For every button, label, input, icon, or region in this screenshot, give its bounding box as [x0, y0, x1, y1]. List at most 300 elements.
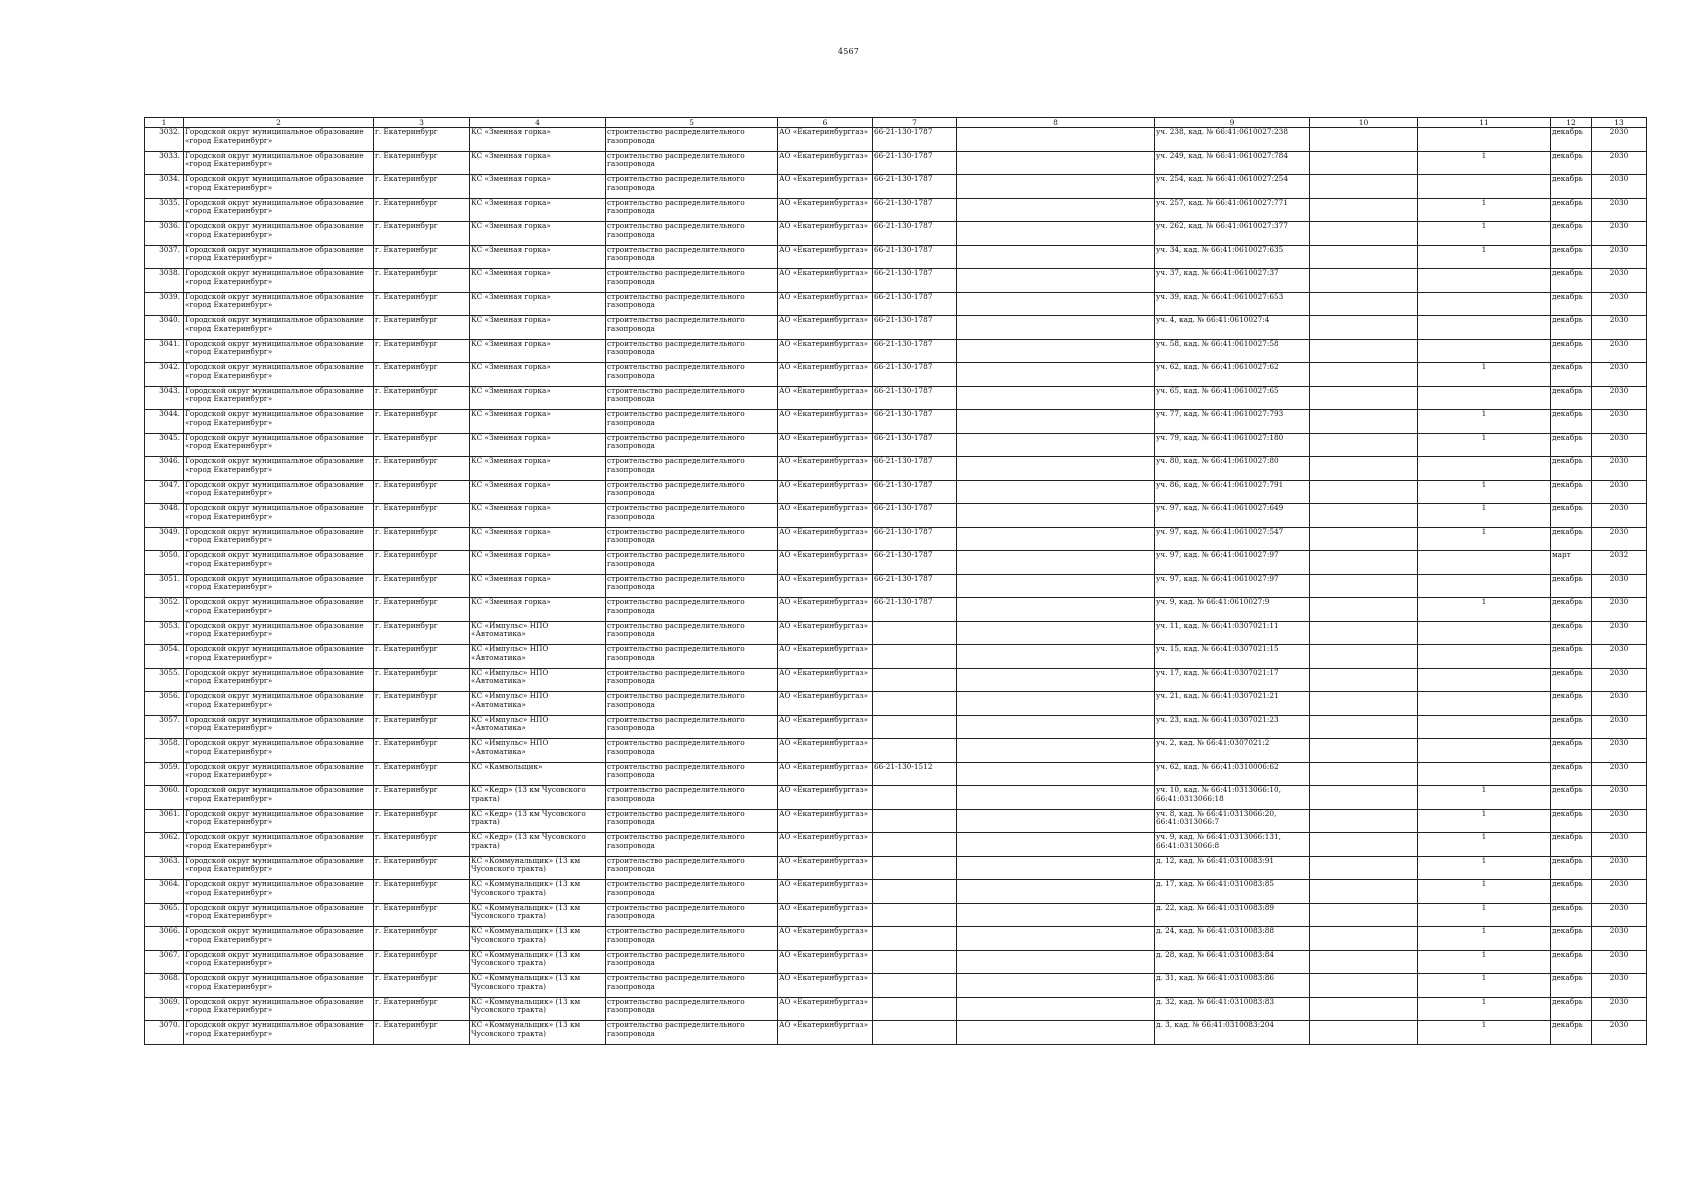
table-cell-col1: 3037. — [145, 245, 184, 269]
table-cell-col2: Городской округ муниципальное образование «город Екатеринбург» — [184, 316, 374, 340]
table-cell-col1: 3042. — [145, 363, 184, 387]
table-cell-col6: АО «Екатеринбурггаз» — [778, 856, 873, 880]
table-cell-col13: 2030 — [1592, 786, 1647, 810]
table-cell-col9: уч. 254, кад. № 66:41:0610027:254 — [1155, 175, 1310, 199]
table-cell-col6: АО «Екатеринбурггаз» — [778, 880, 873, 904]
table-cell-col10 — [1310, 927, 1418, 951]
table-cell-col1: 3065. — [145, 903, 184, 927]
table-cell-col4: КС «Коммунальщик» (13 км Чусовского тракта) — [470, 997, 606, 1021]
table-row — [145, 245, 1647, 269]
table-row — [145, 128, 1647, 152]
table-cell-col7: 66-21-130-1787 — [873, 457, 957, 481]
table-cell-col13: 2030 — [1592, 997, 1647, 1021]
table-cell-col6: АО «Екатеринбурггаз» — [778, 739, 873, 763]
table-cell-col4: КС «Змеиная горка» — [470, 457, 606, 481]
table-cell-col3: г. Екатеринбург — [374, 974, 470, 998]
table-cell-col3: г. Екатеринбург — [374, 856, 470, 880]
table-cell-col3: г. Екатеринбург — [374, 222, 470, 246]
table-cell-col2: Городской округ муниципальное образование «город Екатеринбург» — [184, 457, 374, 481]
table-cell-col4: КС «Коммунальщик» (13 км Чусовского тракта) — [470, 950, 606, 974]
table-cell-col10 — [1310, 668, 1418, 692]
table-cell-col13: 2030 — [1592, 480, 1647, 504]
table-cell-col3: г. Екатеринбург — [374, 950, 470, 974]
table-cell-col5: строительство распределительного газопровода — [606, 292, 778, 316]
table-cell-col11: 1 — [1418, 856, 1551, 880]
table-cell-col11: 1 — [1418, 363, 1551, 387]
table-cell-col8 — [957, 692, 1155, 716]
table-cell-col12: декабрь — [1551, 269, 1592, 293]
table-cell-col3: г. Екатеринбург — [374, 621, 470, 645]
table-cell-col6: АО «Екатеринбурггаз» — [778, 245, 873, 269]
table-cell-col3: г. Екатеринбург — [374, 339, 470, 363]
table-cell-col7: 66-21-130-1787 — [873, 504, 957, 528]
table-cell-col4: КС «Коммунальщик» (13 км Чусовского тракта) — [470, 903, 606, 927]
table-cell-col7 — [873, 809, 957, 833]
table-cell-col7 — [873, 880, 957, 904]
table-cell-col5: строительство распределительного газопровода — [606, 128, 778, 152]
table-cell-col12: декабрь — [1551, 645, 1592, 669]
table-cell-col6: АО «Екатеринбурггаз» — [778, 1021, 873, 1045]
table-cell-col8 — [957, 504, 1155, 528]
table-cell-col4: КС «Змеиная горка» — [470, 222, 606, 246]
table-cell-col9: уч. 65, кад. № 66:41:0610027:65 — [1155, 386, 1310, 410]
table-cell-col4: КС «Змеиная горка» — [470, 292, 606, 316]
table-cell-col5: строительство распределительного газопровода — [606, 950, 778, 974]
table-cell-col9: уч. 97, кад. № 66:41:0610027:97 — [1155, 551, 1310, 575]
table-cell-col5: строительство распределительного газопровода — [606, 574, 778, 598]
table-cell-col11 — [1418, 316, 1551, 340]
table-cell-col1: 3046. — [145, 457, 184, 481]
table-cell-col10 — [1310, 997, 1418, 1021]
table-cell-col8 — [957, 198, 1155, 222]
table-cell-col13: 2030 — [1592, 269, 1647, 293]
table-cell-col8 — [957, 598, 1155, 622]
table-cell-col13: 2030 — [1592, 222, 1647, 246]
table-cell-col12: декабрь — [1551, 457, 1592, 481]
table-cell-col2: Городской округ муниципальное образование «город Екатеринбург» — [184, 410, 374, 434]
table-cell-col7: 66-21-130-1787 — [873, 198, 957, 222]
table-cell-col7: 66-21-130-1787 — [873, 128, 957, 152]
table-cell-col4: КС «Змеиная горка» — [470, 363, 606, 387]
table-cell-col2: Городской округ муниципальное образование «город Екатеринбург» — [184, 997, 374, 1021]
table-cell-col10 — [1310, 504, 1418, 528]
table-cell-col7: 66-21-130-1787 — [873, 551, 957, 575]
table-cell-col4: КС «Змеиная горка» — [470, 551, 606, 575]
data-table — [144, 117, 1647, 1045]
table-cell-col7 — [873, 739, 957, 763]
table-cell-col13: 2030 — [1592, 833, 1647, 857]
table-cell-col8 — [957, 269, 1155, 293]
table-cell-col2: Городской округ муниципальное образование «город Екатеринбург» — [184, 198, 374, 222]
table-row — [145, 715, 1647, 739]
table-cell-col7: 66-21-130-1787 — [873, 410, 957, 434]
table-cell-col1: 3047. — [145, 480, 184, 504]
table-cell-col13: 2030 — [1592, 856, 1647, 880]
table-cell-col5: строительство распределительного газопровода — [606, 245, 778, 269]
table-cell-col12: декабрь — [1551, 598, 1592, 622]
table-cell-col11: 1 — [1418, 809, 1551, 833]
table-cell-col4: КС «Змеиная горка» — [470, 598, 606, 622]
table-cell-col11: 1 — [1418, 222, 1551, 246]
table-cell-col1: 3062. — [145, 833, 184, 857]
table-cell-col1: 3044. — [145, 410, 184, 434]
table-cell-col6: АО «Екатеринбурггаз» — [778, 621, 873, 645]
table-cell-col4: КС «Камвольщик» — [470, 762, 606, 786]
table-cell-col7: 66-21-130-1787 — [873, 598, 957, 622]
table-cell-col12: декабрь — [1551, 880, 1592, 904]
table-cell-col8 — [957, 386, 1155, 410]
table-cell-col1: 3058. — [145, 739, 184, 763]
table-cell-col13: 2030 — [1592, 128, 1647, 152]
table-cell-col11 — [1418, 292, 1551, 316]
table-cell-col5: строительство распределительного газопровода — [606, 739, 778, 763]
table-cell-col6: АО «Екатеринбурггаз» — [778, 574, 873, 598]
table-row — [145, 363, 1647, 387]
table-cell-col2: Городской округ муниципальное образование «город Екатеринбург» — [184, 645, 374, 669]
table-cell-col2: Городской округ муниципальное образование «город Екатеринбург» — [184, 598, 374, 622]
table-row — [145, 551, 1647, 575]
table-cell-col3: г. Екатеринбург — [374, 527, 470, 551]
table-cell-col2: Городской округ муниципальное образование «город Екатеринбург» — [184, 950, 374, 974]
table-cell-col10 — [1310, 480, 1418, 504]
table-cell-col7 — [873, 833, 957, 857]
table-cell-col3: г. Екатеринбург — [374, 245, 470, 269]
table-cell-col7: 66-21-130-1787 — [873, 480, 957, 504]
table-cell-col7: 66-21-130-1787 — [873, 222, 957, 246]
column-header-4: 4 — [470, 118, 606, 128]
table-cell-col5: строительство распределительного газопровода — [606, 198, 778, 222]
table-cell-col9: уч. 238, кад. № 66:41:0610027:238 — [1155, 128, 1310, 152]
table-cell-col7 — [873, 621, 957, 645]
table-cell-col5: строительство распределительного газопровода — [606, 880, 778, 904]
table-cell-col13: 2032 — [1592, 551, 1647, 575]
table-cell-col12: декабрь — [1551, 292, 1592, 316]
table-row — [145, 175, 1647, 199]
table-cell-col8 — [957, 645, 1155, 669]
table-cell-col1: 3038. — [145, 269, 184, 293]
table-cell-col1: 3063. — [145, 856, 184, 880]
table-cell-col8 — [957, 974, 1155, 998]
table-cell-col7: 66-21-130-1787 — [873, 151, 957, 175]
table-cell-col9: уч. 37, кад. № 66:41:0610027:37 — [1155, 269, 1310, 293]
table-cell-col10 — [1310, 175, 1418, 199]
table-cell-col6: АО «Екатеринбурггаз» — [778, 645, 873, 669]
table-row — [145, 786, 1647, 810]
table-cell-col6: АО «Екатеринбурггаз» — [778, 598, 873, 622]
table-cell-col8 — [957, 339, 1155, 363]
table-cell-col3: г. Екатеринбург — [374, 128, 470, 152]
table-cell-col10 — [1310, 151, 1418, 175]
table-cell-col8 — [957, 480, 1155, 504]
table-cell-col3: г. Екатеринбург — [374, 386, 470, 410]
table-cell-col10 — [1310, 598, 1418, 622]
table-cell-col11 — [1418, 692, 1551, 716]
table-cell-col4: КС «Импульс» НПО «Автоматика» — [470, 668, 606, 692]
column-header-13: 13 — [1592, 118, 1647, 128]
table-cell-col11 — [1418, 457, 1551, 481]
table-cell-col9: уч. 21, кад. № 66:41:0307021:21 — [1155, 692, 1310, 716]
table-cell-col9: уч. 62, кад. № 66:41:0610027:62 — [1155, 363, 1310, 387]
table-cell-col3: г. Екатеринбург — [374, 551, 470, 575]
table-cell-col13: 2030 — [1592, 950, 1647, 974]
table-cell-col8 — [957, 316, 1155, 340]
table-cell-col7 — [873, 715, 957, 739]
table-cell-col7: 66-21-130-1787 — [873, 269, 957, 293]
table-cell-col10 — [1310, 1021, 1418, 1045]
table-cell-col13: 2030 — [1592, 809, 1647, 833]
table-cell-col12: декабрь — [1551, 433, 1592, 457]
table-cell-col12: декабрь — [1551, 809, 1592, 833]
table-cell-col7: 66-21-130-1787 — [873, 527, 957, 551]
table-cell-col11 — [1418, 668, 1551, 692]
table-cell-col12: декабрь — [1551, 222, 1592, 246]
table-cell-col8 — [957, 222, 1155, 246]
table-cell-col8 — [957, 856, 1155, 880]
table-row — [145, 198, 1647, 222]
table-cell-col6: АО «Екатеринбурггаз» — [778, 175, 873, 199]
table-cell-col2: Городской округ муниципальное образование «город Екатеринбург» — [184, 527, 374, 551]
table-cell-col13: 2030 — [1592, 668, 1647, 692]
table-cell-col5: строительство распределительного газопровода — [606, 339, 778, 363]
table-row — [145, 504, 1647, 528]
table-cell-col10 — [1310, 786, 1418, 810]
table-cell-col1: 3054. — [145, 645, 184, 669]
table-row — [145, 833, 1647, 857]
table-cell-col8 — [957, 1021, 1155, 1045]
table-cell-col7: 66-21-130-1787 — [873, 339, 957, 363]
table-cell-col4: КС «Кедр» (13 км Чусовского тракта) — [470, 833, 606, 857]
table-cell-col10 — [1310, 245, 1418, 269]
table-cell-col3: г. Екатеринбург — [374, 1021, 470, 1045]
table-cell-col9: уч. 10, кад. № 66:41:0313066:10, 66:41:0313066:18 — [1155, 786, 1310, 810]
table-cell-col2: Городской округ муниципальное образование «город Екатеринбург» — [184, 551, 374, 575]
column-header-5: 5 — [606, 118, 778, 128]
table-cell-col7: 66-21-130-1787 — [873, 292, 957, 316]
table-cell-col8 — [957, 245, 1155, 269]
table-cell-col7: 66-21-130-1787 — [873, 175, 957, 199]
table-cell-col13: 2030 — [1592, 621, 1647, 645]
table-cell-col2: Городской округ муниципальное образование «город Екатеринбург» — [184, 175, 374, 199]
table-cell-col9: уч. 17, кад. № 66:41:0307021:17 — [1155, 668, 1310, 692]
table-cell-col3: г. Екатеринбург — [374, 316, 470, 340]
table-cell-col2: Городской округ муниципальное образование «город Екатеринбург» — [184, 504, 374, 528]
table-cell-col1: 3036. — [145, 222, 184, 246]
table-cell-col8 — [957, 927, 1155, 951]
table-cell-col1: 3057. — [145, 715, 184, 739]
table-cell-col4: КС «Змеиная горка» — [470, 316, 606, 340]
table-cell-col11: 1 — [1418, 1021, 1551, 1045]
table-cell-col5: строительство распределительного газопровода — [606, 974, 778, 998]
table-row — [145, 974, 1647, 998]
table-cell-col11: 1 — [1418, 833, 1551, 857]
table-cell-col1: 3056. — [145, 692, 184, 716]
table-cell-col6: АО «Екатеринбурггаз» — [778, 786, 873, 810]
table-cell-col10 — [1310, 739, 1418, 763]
table-cell-col12: декабрь — [1551, 245, 1592, 269]
table-cell-col10 — [1310, 386, 1418, 410]
table-cell-col12: декабрь — [1551, 692, 1592, 716]
table-cell-col5: строительство распределительного газопровода — [606, 363, 778, 387]
table-cell-col11: 1 — [1418, 903, 1551, 927]
table-cell-col6: АО «Екатеринбурггаз» — [778, 316, 873, 340]
table-cell-col5: строительство распределительного газопровода — [606, 997, 778, 1021]
table-cell-col9: уч. 11, кад. № 66:41:0307021:11 — [1155, 621, 1310, 645]
table-cell-col13: 2030 — [1592, 386, 1647, 410]
table-cell-col10 — [1310, 809, 1418, 833]
table-cell-col10 — [1310, 903, 1418, 927]
table-cell-col6: АО «Екатеринбурггаз» — [778, 927, 873, 951]
table-cell-col12: декабрь — [1551, 786, 1592, 810]
table-cell-col4: КС «Змеиная горка» — [470, 433, 606, 457]
table-cell-col2: Городской округ муниципальное образование «город Екатеринбург» — [184, 222, 374, 246]
table-cell-col7 — [873, 997, 957, 1021]
table-cell-col12: декабрь — [1551, 762, 1592, 786]
table-cell-col6: АО «Екатеринбурггаз» — [778, 809, 873, 833]
table-cell-col13: 2030 — [1592, 339, 1647, 363]
table-cell-col1: 3045. — [145, 433, 184, 457]
table-cell-col8 — [957, 574, 1155, 598]
table-cell-col5: строительство распределительного газопровода — [606, 645, 778, 669]
table-cell-col4: КС «Змеиная горка» — [470, 269, 606, 293]
table-cell-col12: декабрь — [1551, 198, 1592, 222]
table-row — [145, 621, 1647, 645]
table-cell-col13: 2030 — [1592, 974, 1647, 998]
table-cell-col3: г. Екатеринбург — [374, 692, 470, 716]
table-cell-col9: уч. 15, кад. № 66:41:0307021:15 — [1155, 645, 1310, 669]
table-cell-col12: декабрь — [1551, 997, 1592, 1021]
table-cell-col9: уч. 257, кад. № 66:41:0610027:771 — [1155, 198, 1310, 222]
table-row — [145, 292, 1647, 316]
table-cell-col12: декабрь — [1551, 903, 1592, 927]
table-cell-col12: декабрь — [1551, 833, 1592, 857]
table-cell-col2: Городской округ муниципальное образование «город Екатеринбург» — [184, 151, 374, 175]
table-cell-col13: 2030 — [1592, 175, 1647, 199]
table-row — [145, 527, 1647, 551]
table-cell-col8 — [957, 363, 1155, 387]
table-cell-col4: КС «Коммунальщик» (13 км Чусовского тракта) — [470, 856, 606, 880]
table-cell-col6: АО «Екатеринбурггаз» — [778, 997, 873, 1021]
table-cell-col8 — [957, 527, 1155, 551]
table-cell-col11 — [1418, 128, 1551, 152]
table-cell-col7 — [873, 1021, 957, 1045]
table-cell-col10 — [1310, 527, 1418, 551]
table-cell-col10 — [1310, 222, 1418, 246]
table-cell-col1: 3051. — [145, 574, 184, 598]
table-cell-col13: 2030 — [1592, 880, 1647, 904]
table-cell-col10 — [1310, 363, 1418, 387]
table-cell-col11 — [1418, 621, 1551, 645]
table-row — [145, 480, 1647, 504]
table-cell-col4: КС «Коммунальщик» (13 км Чусовского тракта) — [470, 974, 606, 998]
table-cell-col2: Городской округ муниципальное образование «город Екатеринбург» — [184, 386, 374, 410]
table-cell-col8 — [957, 950, 1155, 974]
column-header-2: 2 — [184, 118, 374, 128]
table-cell-col9: уч. 80, кад. № 66:41:0610027:80 — [1155, 457, 1310, 481]
table-cell-col12: декабрь — [1551, 175, 1592, 199]
table-cell-col4: КС «Змеиная горка» — [470, 151, 606, 175]
table-cell-col13: 2030 — [1592, 645, 1647, 669]
table-cell-col3: г. Екатеринбург — [374, 739, 470, 763]
table-cell-col8 — [957, 786, 1155, 810]
table-cell-col10 — [1310, 621, 1418, 645]
table-cell-col11: 1 — [1418, 786, 1551, 810]
table-cell-col1: 3041. — [145, 339, 184, 363]
table-cell-col1: 3067. — [145, 950, 184, 974]
table-row — [145, 598, 1647, 622]
table-cell-col6: АО «Екатеринбурггаз» — [778, 457, 873, 481]
table-cell-col11: 1 — [1418, 997, 1551, 1021]
table-cell-col2: Городской округ муниципальное образование «город Екатеринбург» — [184, 621, 374, 645]
table-cell-col8 — [957, 621, 1155, 645]
table-cell-col11: 1 — [1418, 598, 1551, 622]
table-cell-col9: уч. 4, кад. № 66:41:0610027:4 — [1155, 316, 1310, 340]
table-cell-col6: АО «Екатеринбурггаз» — [778, 292, 873, 316]
table-cell-col10 — [1310, 833, 1418, 857]
table-cell-col4: КС «Кедр» (13 км Чусовского тракта) — [470, 809, 606, 833]
page-number: 4567 — [837, 47, 860, 56]
table-cell-col7 — [873, 645, 957, 669]
table-cell-col11 — [1418, 386, 1551, 410]
table-cell-col1: 3039. — [145, 292, 184, 316]
table-row — [145, 1021, 1647, 1045]
table-cell-col3: г. Екатеринбург — [374, 574, 470, 598]
table-cell-col6: АО «Екатеринбурггаз» — [778, 504, 873, 528]
table-cell-col9: уч. 62, кад. № 66:41:0310006:62 — [1155, 762, 1310, 786]
table-cell-col6: АО «Екатеринбурггаз» — [778, 386, 873, 410]
table-cell-col9: уч. 262, кад. № 66:41:0610027:377 — [1155, 222, 1310, 246]
table-cell-col11 — [1418, 715, 1551, 739]
table-cell-col11 — [1418, 175, 1551, 199]
table-cell-col3: г. Екатеринбург — [374, 715, 470, 739]
table-cell-col3: г. Екатеринбург — [374, 598, 470, 622]
table-cell-col13: 2030 — [1592, 574, 1647, 598]
table-cell-col8 — [957, 762, 1155, 786]
table-cell-col2: Городской округ муниципальное образование «город Екатеринбург» — [184, 786, 374, 810]
table-cell-col3: г. Екатеринбург — [374, 880, 470, 904]
table-cell-col10 — [1310, 551, 1418, 575]
table-cell-col9: уч. 58, кад. № 66:41:0610027:58 — [1155, 339, 1310, 363]
table-cell-col7 — [873, 927, 957, 951]
table-cell-col5: строительство распределительного газопровода — [606, 175, 778, 199]
table-cell-col8 — [957, 833, 1155, 857]
table-cell-col12: декабрь — [1551, 151, 1592, 175]
table-cell-col10 — [1310, 645, 1418, 669]
column-header-6: 6 — [778, 118, 873, 128]
table-cell-col12: март — [1551, 551, 1592, 575]
table-row — [145, 762, 1647, 786]
table-cell-col2: Городской округ муниципальное образование «город Екатеринбург» — [184, 692, 374, 716]
table-cell-col5: строительство распределительного газопровода — [606, 222, 778, 246]
table-cell-col4: КС «Импульс» НПО «Автоматика» — [470, 715, 606, 739]
table-cell-col5: строительство распределительного газопровода — [606, 762, 778, 786]
table-cell-col10 — [1310, 128, 1418, 152]
table-cell-col13: 2030 — [1592, 433, 1647, 457]
table-row — [145, 692, 1647, 716]
table-cell-col6: АО «Екатеринбурггаз» — [778, 198, 873, 222]
table-cell-col4: КС «Импульс» НПО «Автоматика» — [470, 692, 606, 716]
table-cell-col9: уч. 97, кад. № 66:41:0610027:97 — [1155, 574, 1310, 598]
table-cell-col6: АО «Екатеринбурггаз» — [778, 715, 873, 739]
table-cell-col6: АО «Екатеринбурггаз» — [778, 339, 873, 363]
table-cell-col4: КС «Коммунальщик» (13 км Чусовского тракта) — [470, 927, 606, 951]
table-cell-col5: строительство распределительного газопровода — [606, 809, 778, 833]
table-row — [145, 927, 1647, 951]
table-cell-col4: КС «Коммунальщик» (13 км Чусовского тракта) — [470, 1021, 606, 1045]
table-cell-col11: 1 — [1418, 245, 1551, 269]
table-cell-col7: 66-21-130-1787 — [873, 316, 957, 340]
table-cell-col13: 2030 — [1592, 927, 1647, 951]
table-cell-col4: КС «Импульс» НПО «Автоматика» — [470, 645, 606, 669]
